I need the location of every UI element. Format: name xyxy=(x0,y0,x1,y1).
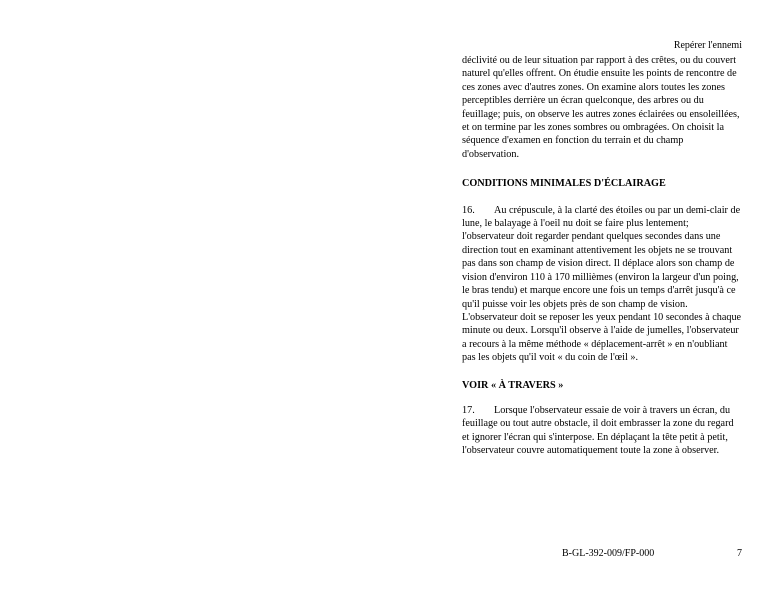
section-heading-see-through: VOIR « À TRAVERS » xyxy=(462,379,564,391)
page-number: 7 xyxy=(737,548,742,559)
running-header: Repérer l'ennemi xyxy=(673,40,742,51)
paragraph-17-text: Lorsque l'observateur essaie de voir à travers un écran, du feuillage ou tout autre obstacle, il doit embrasser la zone du regard et ignorer l'écran qui s'interpose. En déplaçant la tête petit à petit, l'observateur couvre automatiquement toute la zone à observer. xyxy=(462,404,734,457)
paragraph-16-number: 16. xyxy=(462,204,475,216)
intro-paragraph: déclivité ou de leur situation par rapport à des crêtes, ou du couvert naturel qu'elles offrent. On étudie ensuite les points de rencontre de ces zones avec d'autres zones. On examine alors toutes les zones perceptibles derrière un écran quelconque, des arbres ou du feuillage; puis, on observe les autres zones éclairées ou ensoleillées, et on termine par les zones sombres ou ombragées. On choisit la séquence d'examen en fonction du terrain et du champ d'observation. xyxy=(462,55,740,160)
text-column xyxy=(462,54,742,458)
section-heading-lighting: CONDITIONS MINIMALES D'ÉCLAIRAGE xyxy=(462,178,666,190)
paragraph-16-text: Au crépuscule, à la clarté des étoiles ou par un demi-clair de lune, le balayage à l'oeil nu doit se faire plus lentement; l'observateur doit regarder pendant quelques secondes dans une direction tout en examinant attentivement les objets ne se trouvant pas dans son champ de vision direct. Il déplace alors son champ de vision d'environ 110 à 170 millièmes (environ la largeur d'un poing, le bras tendu) et marque encore une fois un temps d'arrêt jusqu'à ce qu'il puisse voir les objets près de son champ de vision. L'observateur doit se reposer les yeux pendant 10 secondes à chaque minute ou deux. Lorsqu'il observe à l'aide de jumelles, l'observateur a recours à la même méthode « déplacement-arrêt » en n'oubliant pas les objets qu'il voit « du coin de l'œil ». xyxy=(462,204,742,364)
paragraph-16 xyxy=(462,204,742,365)
paragraph-17 xyxy=(462,404,742,458)
paragraph-17-number: 17. xyxy=(462,404,475,416)
document-code: B-GL-392-009/FP-000 xyxy=(562,548,655,559)
